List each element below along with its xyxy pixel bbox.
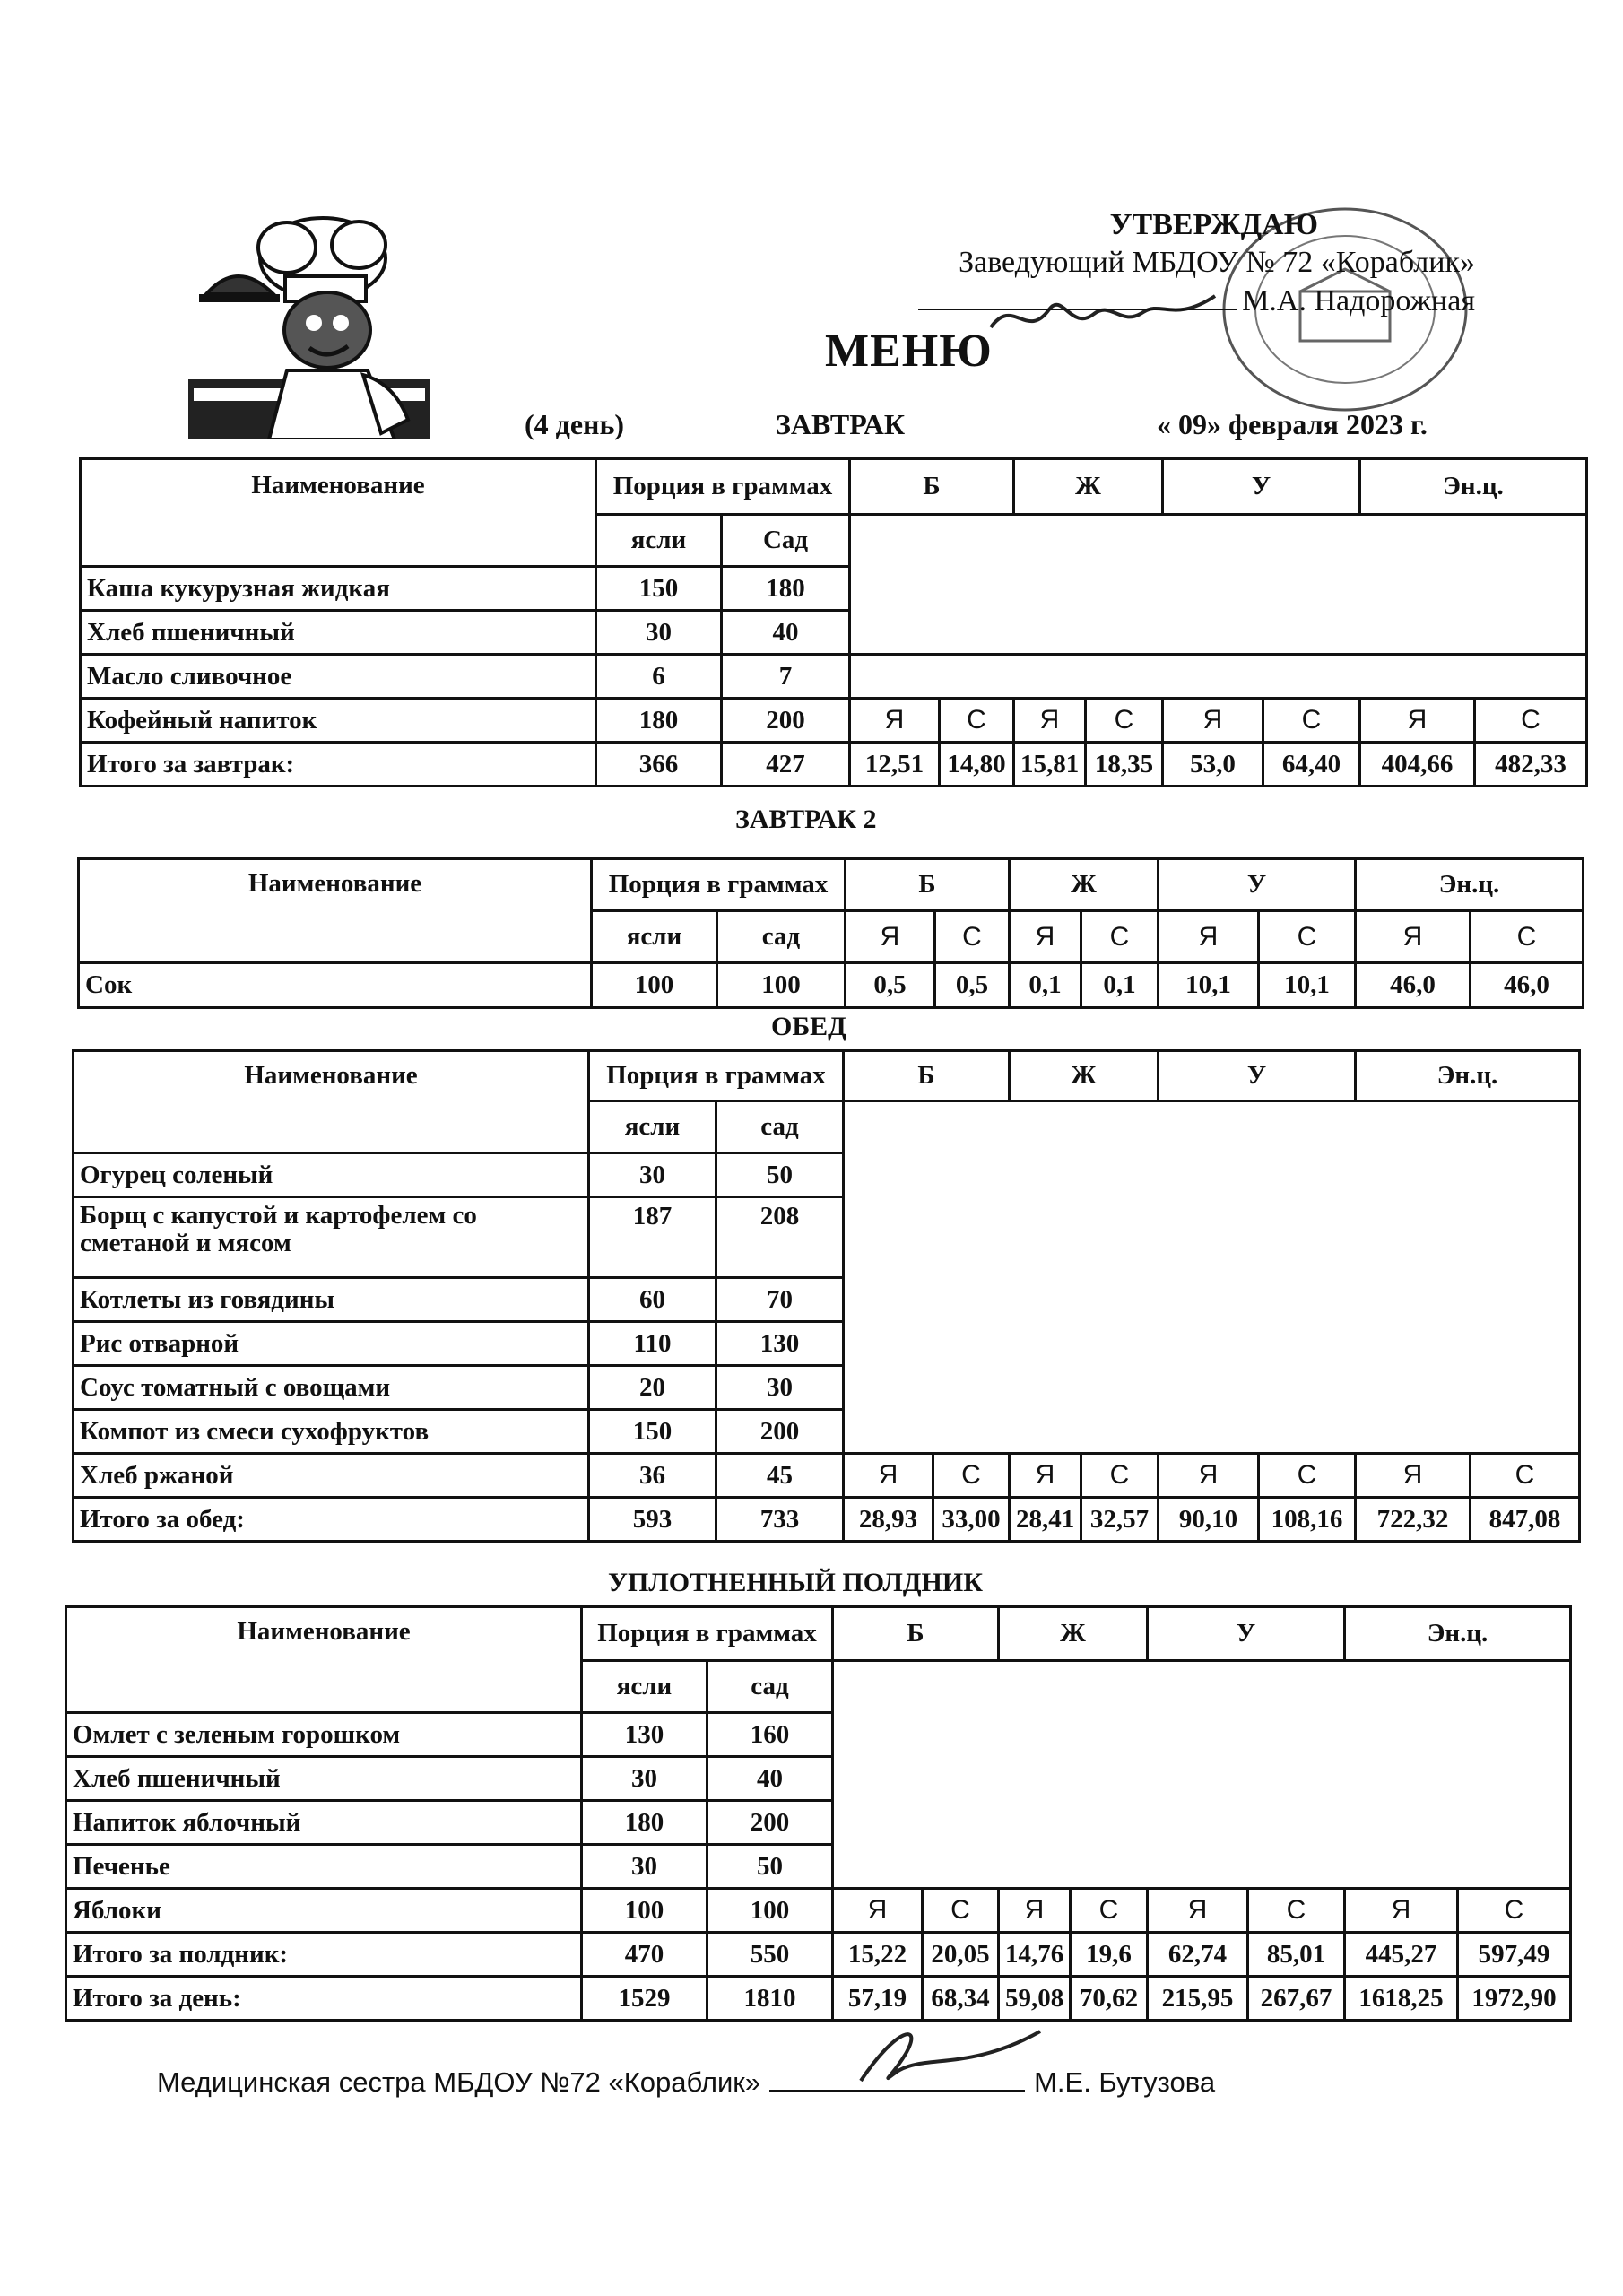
empty-area [850, 655, 1587, 699]
table-row: Яблоки 100 100 Я С Я С Я С Я С [66, 1889, 1571, 1933]
table-row: Борщ с капустой и картофелем со сметаной и мясом 187 208 [74, 1197, 1580, 1278]
approval-block [918, 206, 1475, 320]
header-u: У [1159, 1051, 1356, 1101]
snack-title: УПЛОТНЕННЫЙ ПОЛДНИК [608, 1568, 983, 1597]
header-yasli: ясли [596, 515, 722, 567]
header-u: У [1163, 459, 1360, 515]
table-row: Масло сливочное 6 7 [81, 655, 1587, 699]
header-portion: Порция в граммах [596, 459, 850, 515]
table-row: Компот из смеси сухофруктов 150 200 [74, 1410, 1580, 1454]
empty-area [850, 515, 1587, 655]
header-name: Наименование [66, 1607, 582, 1713]
page-title: МЕНЮ [825, 326, 993, 377]
signature-line [769, 2066, 1025, 2092]
header-zh: Ж [1010, 859, 1159, 911]
header-u: У [1159, 859, 1356, 911]
table-row: Сок 100 100 0,5 0,5 0,1 0,1 10,1 10,1 46,0 46,0 [79, 963, 1584, 1008]
footer-signature-block [157, 2066, 1215, 2099]
header-zh: Ж [1014, 459, 1163, 515]
chef-illustration [188, 204, 430, 439]
header-yasli: ясли [582, 1661, 707, 1713]
header-portion: Порция в граммах [582, 1607, 833, 1661]
empty-area [844, 1101, 1580, 1454]
empty-area [833, 1661, 1571, 1889]
header-sad: сад [716, 1101, 844, 1153]
header-b: Б [833, 1607, 999, 1661]
header-sad: сад [707, 1661, 833, 1713]
total-row: Итого за полдник: 470 550 15,22 20,05 14,76 19,6 62,74 85,01 445,27 597,49 [66, 1933, 1571, 1977]
breakfast-table [79, 457, 1588, 787]
approve-position: Заведующий МБДОУ № 72 «Кораблик» [959, 246, 1475, 279]
header-portion: Порция в граммах [592, 859, 846, 911]
breakfast2-title: ЗАВТРАК 2 [735, 804, 877, 834]
header-yasli: ясли [589, 1101, 716, 1153]
menu-date: « 09» февраля 2023 г. [1157, 408, 1428, 440]
day-total-row: Итого за день: 1529 1810 57,19 68,34 59,08 70,62 215,95 267,67 1618,25 1972,90 [66, 1977, 1571, 2021]
header-name: Наименование [81, 459, 596, 567]
breakfast-title: ЗАВТРАК [776, 408, 906, 440]
header-yasli: ясли [592, 911, 717, 963]
header-b: Б [846, 859, 1010, 911]
table-row: Хлеб пшеничный 30 40 [81, 611, 1587, 655]
header-u: У [1148, 1607, 1345, 1661]
total-row: Итого за завтрак: 366 427 12,51 14,80 15,81 18,35 53,0 64,40 404,66 482,33 [81, 743, 1587, 787]
total-row: Итого за обед: 593 733 28,93 33,00 28,41 32,57 90,10 108,16 722,32 847,08 [74, 1498, 1580, 1542]
header-name: Наименование [74, 1051, 589, 1153]
approve-title: УТВЕРЖДАЮ [1109, 208, 1318, 241]
header-b: Б [844, 1051, 1010, 1101]
approve-name: М.А. Надорожная [1242, 284, 1475, 317]
signature-line [918, 282, 1237, 310]
lunch-title: ОБЕД [771, 1012, 846, 1041]
table-row: Печенье 30 50 [66, 1845, 1571, 1889]
footer-position: Медицинская сестра МБДОУ №72 «Кораблик» [157, 2066, 761, 2098]
lunch-table [72, 1049, 1581, 1543]
footer-name: М.Е. Бутузова [1034, 2066, 1216, 2098]
header-en: Эн.ц. [1345, 1607, 1571, 1661]
header-name: Наименование [79, 859, 592, 963]
day-label: (4 день) [525, 408, 625, 440]
table-row: Хлеб пшеничный 30 40 [66, 1757, 1571, 1801]
header-en: Эн.ц. [1356, 1051, 1580, 1101]
header-b: Б [850, 459, 1014, 515]
snack-table [65, 1605, 1572, 2022]
table-row: Котлеты из говядины 60 70 [74, 1278, 1580, 1322]
table-row: Кофейный напиток 180 200 Я С Я С Я С Я С [81, 699, 1587, 743]
header-en: Эн.ц. [1356, 859, 1584, 911]
header-zh: Ж [999, 1607, 1148, 1661]
table-row: Рис отварной 110 130 [74, 1322, 1580, 1366]
header-en: Эн.ц. [1360, 459, 1587, 515]
header-sad: Сад [722, 515, 850, 567]
table-row: Каша кукурузная жидкая 150 180 [81, 567, 1587, 611]
header-sad: сад [717, 911, 846, 963]
header-portion: Порция в граммах [589, 1051, 844, 1101]
table-row: Соус томатный с овощами 20 30 [74, 1366, 1580, 1410]
breakfast2-table: Наименование Порция в граммах Б Ж У Эн.ц. ясли сад Я С Я С Я С Я С Сок 100 100 0,5 0,5 0,1 0,1 10,1 10,1 46,0 46,0 [77, 857, 1584, 1009]
table-row: Хлеб ржаной 36 45 Я С Я С Я С Я С [74, 1454, 1580, 1498]
table-row: Огурец соленый 30 50 [74, 1153, 1580, 1197]
table-row: Напиток яблочный 180 200 [66, 1801, 1571, 1845]
table-row: Омлет с зеленым горошком 130 160 [66, 1713, 1571, 1757]
header-zh: Ж [1010, 1051, 1159, 1101]
